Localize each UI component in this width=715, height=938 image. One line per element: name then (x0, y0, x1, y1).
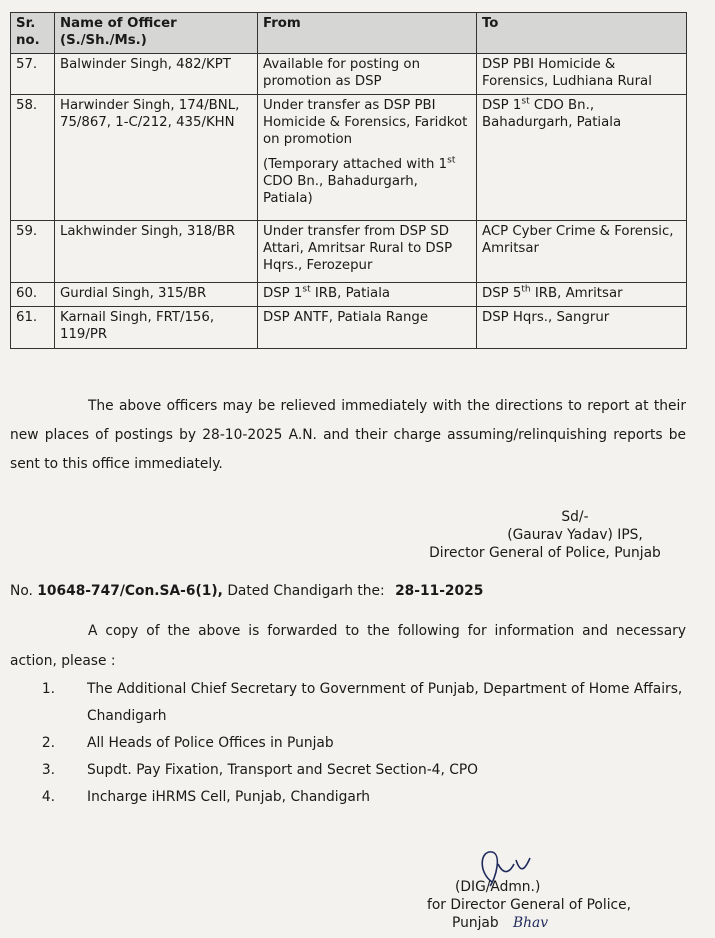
table-header-row (11, 13, 687, 54)
footer-line1: (DIG/Admn.) (455, 879, 541, 895)
from-sup: st (302, 284, 311, 295)
from-text: Under transfer as DSP PBI Homicide & Forensics, Faridkot on promotion (263, 98, 468, 147)
cell-from: Under transfer from DSP SD Attari, Amritsar Rural to DSP Hqrs., Ferozepur (258, 221, 477, 283)
cell-name: Lakhwinder Singh, 318/BR (55, 221, 258, 283)
endorsement-dated-label: Dated Chandigarh the: (227, 583, 385, 599)
signature-block (420, 508, 670, 562)
list-text: Supdt. Pay Fixation, Transport and Secret Section-4, CPO (87, 762, 479, 778)
to-sup: st (521, 96, 530, 107)
body-text: The above officers may be relieved immediately with the directions to report at their new places of postings by 28-10-2025 A.N. and their charge assuming/relinquishing reports be sent to this office immediately. (10, 398, 686, 472)
endorsement-date: 28-11-2025 (395, 583, 484, 599)
header-sr: Sr. no. (11, 13, 55, 54)
cell-to: DSP Hqrs., Sangrur (477, 307, 687, 349)
footer-punjab: Punjab (452, 915, 499, 931)
distribution-list (10, 676, 686, 811)
cell-sr: 60. (11, 283, 55, 307)
footer-sign-block (420, 878, 670, 932)
posting-table (10, 12, 687, 349)
forward-paragraph (10, 616, 686, 676)
list-text: Incharge iHRMS Cell, Punjab, Chandigarh (87, 789, 370, 805)
cell-to (477, 95, 687, 221)
cell-from: Available for posting on promotion as DSP (258, 54, 477, 95)
from-post: IRB, Patiala (310, 286, 391, 301)
cell-to: DSP PBI Homicide & Forensics, Ludhiana Rural (477, 54, 687, 95)
body-paragraph (10, 392, 686, 479)
to-pre: DSP 5 (482, 286, 522, 301)
cell-name: Harwinder Singh, 174/BNL, 75/867, 1-C/212, 435/KHN (55, 95, 258, 221)
cell-sr: 58. (11, 95, 55, 221)
list-number: 2. (41, 735, 56, 751)
note-post: CDO Bn., Bahadurgarh, Patiala) (263, 174, 418, 206)
table-row (11, 307, 687, 349)
table-row (11, 221, 687, 283)
list-number: 1. (41, 681, 56, 697)
endorsement-line (10, 583, 483, 599)
note-sup: st (447, 155, 456, 166)
table-row (11, 54, 687, 95)
signatory-designation: Director General of Police, Punjab (429, 545, 661, 561)
cell-from (258, 95, 477, 221)
list-text: All Heads of Police Offices in Punjab (87, 735, 334, 751)
list-text: The Additional Chief Secretary to Government of Punjab, Department of Home Affairs, Chandigarh (87, 681, 683, 724)
from-note (263, 156, 471, 207)
forward-text: A copy of the above is forwarded to the following for information and necessary action, please : (10, 623, 686, 669)
header-name: Name of Officer (S./Sh./Ms.) (55, 13, 258, 54)
to-pre: DSP 1 (482, 98, 522, 113)
to-post: CDO Bn., Bahadurgarh, Patiala (482, 98, 622, 130)
list-item (10, 757, 686, 784)
handwritten-initial: Bhav (513, 915, 549, 931)
table-row (11, 283, 687, 307)
cell-sr: 61. (11, 307, 55, 349)
list-number: 4. (41, 789, 56, 805)
endorsement-number: 10648-747/Con.SA-6(1), (37, 583, 223, 599)
cell-from: DSP ANTF, Patiala Range (258, 307, 477, 349)
cell-from (258, 283, 477, 307)
list-item (10, 730, 686, 757)
table-row (11, 95, 687, 221)
sd-mark: Sd/- (561, 509, 589, 525)
to-post: IRB, Amritsar (530, 286, 623, 301)
header-to: To (477, 13, 687, 54)
list-item (10, 676, 686, 730)
list-number: 3. (41, 762, 56, 778)
list-item (10, 784, 686, 811)
cell-sr: 59. (11, 221, 55, 283)
footer-line2: for Director General of Police, (427, 897, 632, 913)
cell-name: Gurdial Singh, 315/BR (55, 283, 258, 307)
to-sup: th (521, 284, 531, 295)
cell-name: Balwinder Singh, 482/KPT (55, 54, 258, 95)
cell-to: ACP Cyber Crime & Forensic, Amritsar (477, 221, 687, 283)
cell-name: Karnail Singh, FRT/156, 119/PR (55, 307, 258, 349)
note-pre: (Temporary attached with 1 (263, 157, 448, 172)
endorsement-prefix: No. (10, 583, 33, 599)
cell-to (477, 283, 687, 307)
from-pre: DSP 1 (263, 286, 303, 301)
header-from: From (258, 13, 477, 54)
signatory-name: (Gaurav Yadav) IPS, (507, 527, 643, 543)
footer-line3 (420, 914, 670, 932)
cell-sr: 57. (11, 54, 55, 95)
